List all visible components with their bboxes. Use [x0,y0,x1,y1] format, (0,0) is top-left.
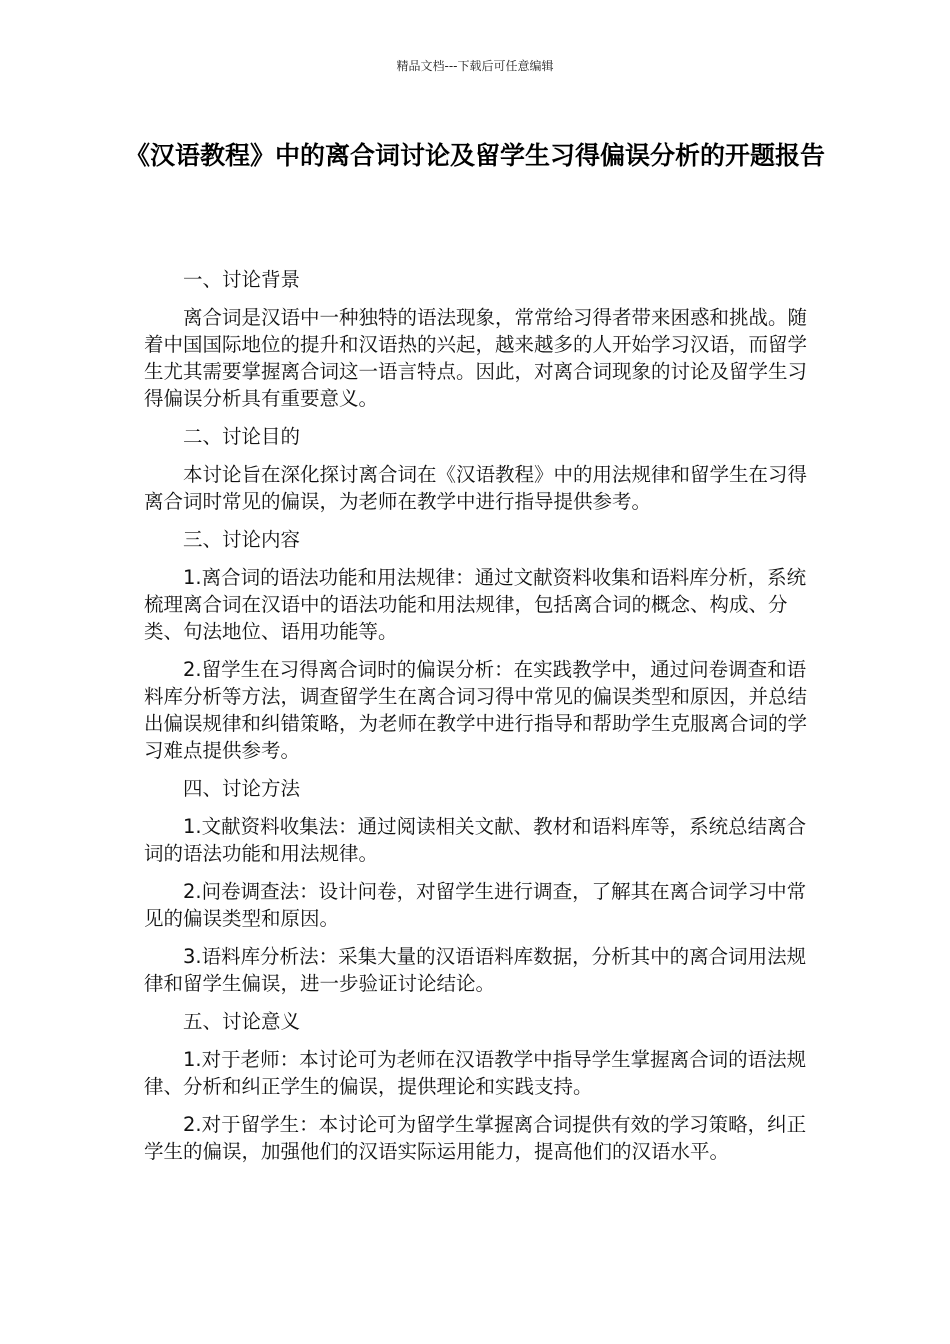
paragraph: 1.文献资料收集法：通过阅读相关文献、教材和语料库等，系统总结离合词的语法功能和用法规律。 [144,815,807,865]
section-heading-content: 三、讨论内容 [183,528,301,551]
document-body [144,266,809,1176]
paragraph: 2.对于留学生：本讨论可为留学生掌握离合词提供有效的学习策略，纠正学生的偏误，加强他们的汉语实际运用能力，提高他们的汉语水平。 [144,1113,807,1163]
header-note: 精品文档---下载后可任意编辑 [396,59,554,73]
section-heading-significance: 五、讨论意义 [183,1010,301,1033]
paragraph: 本讨论旨在深化探讨离合词在《汉语教程》中的用法规律和留学生在习得离合词时常见的偏误，为老师在教学中进行指导提供参考。 [144,463,808,513]
document-title: 《汉语教程》中的离合词讨论及留学生习得偏误分析的开题报告 [124,141,825,170]
section-heading-methods: 四、讨论方法 [183,777,301,800]
paragraph: 2.留学生在习得离合词时的偏误分析：在实践教学中，通过问卷调查和语料库分析等方法，调查留学生在离合词习得中常见的偏误类型和原因，并总结出偏误规律和纠错策略，为老师在教学中进行指导和帮助学生克服离合词的学习难点提供参考。 [144,658,808,762]
paragraph: 离合词是汉语中一种独特的语法现象，常常给习得者带来困惑和挑战。随着中国国际地位的提升和汉语热的兴起，越来越多的人开始学习汉语，而留学生尤其需要掌握离合词这一语言特点。因此，对离合词现象的讨论及留学生习得偏误分析具有重要意义。 [144,306,808,410]
paragraph: 1.离合词的语法功能和用法规律：通过文献资料收集和语料库分析，系统梳理离合词在汉语中的语法功能和用法规律，包括离合词的概念、构成、分类、句法地位、语用功能等。 [144,566,807,643]
paragraph: 2.问卷调查法：设计问卷，对留学生进行调查，了解其在离合词学习中常见的偏误类型和原因。 [144,880,807,930]
section-heading-background: 一、讨论背景 [183,268,301,291]
section-heading-purpose: 二、讨论目的 [183,425,301,448]
paragraph: 1.对于老师：本讨论可为老师在汉语教学中指导学生掌握离合词的语法规律、分析和纠正学生的偏误，提供理论和实践支持。 [144,1048,807,1098]
paragraph: 3.语料库分析法：采集大量的汉语语料库数据，分析其中的离合词用法规律和留学生偏误，进一步验证讨论结论。 [144,945,807,995]
